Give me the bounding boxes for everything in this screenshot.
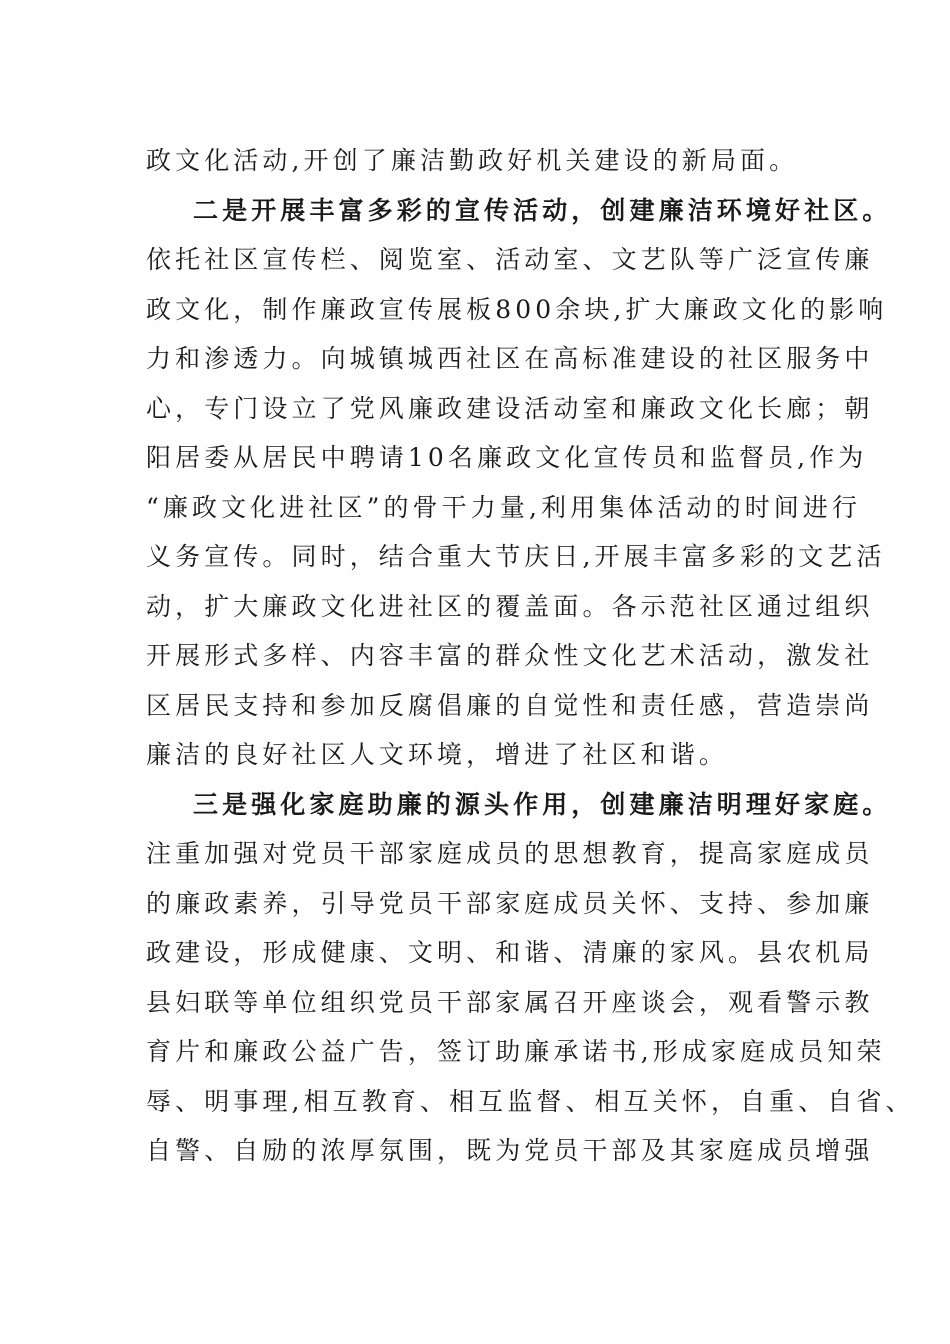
text-line bbox=[146, 631, 874, 681]
line-text: 心，专门设立了党风廉政建设活动室和廉政文化长廊；朝 bbox=[146, 393, 874, 423]
line-text: 廉洁的良好社区人文环境，增进了社区和谐。 bbox=[146, 740, 729, 769]
line-text: 辱、明事理,相互教育、相互监督、相互关怀，自重、自省、 bbox=[146, 1086, 915, 1116]
text-line bbox=[146, 433, 868, 483]
text-line bbox=[146, 532, 886, 582]
text-line bbox=[146, 829, 874, 879]
text-line bbox=[146, 235, 874, 285]
text-line bbox=[146, 136, 846, 186]
line-text: 自警、自励的浓厚氛围，既为党员干部及其家庭成员增强 bbox=[146, 1136, 874, 1165]
line-text: 政文化活动,开创了廉洁勤政好机关建设的新局面。 bbox=[146, 146, 799, 175]
text-line bbox=[146, 1126, 874, 1176]
line-text: 力和渗透力。向城镇城西社区在高标准建设的社区服务中 bbox=[146, 344, 874, 373]
text-line bbox=[146, 978, 874, 1028]
text-line bbox=[146, 483, 862, 533]
line-text: 义务宣传。同时，结合重大节庆日,开展丰富多彩的文艺活 bbox=[146, 542, 886, 571]
document-body bbox=[146, 136, 915, 1176]
line-text: 政建设，形成健康、文明、和谐、清廉的家风。县农机局 bbox=[146, 938, 874, 967]
paragraph-heading: 二是开展丰富多彩的宣传活动，创建廉洁环境好社区。 bbox=[193, 195, 892, 225]
line-text: 注重加强对党员干部家庭成员的思想教育，提高家庭成员 bbox=[146, 839, 874, 868]
line-text: 开展形式多样、内容丰富的群众性文化艺术活动，激发社 bbox=[146, 641, 874, 670]
text-line bbox=[146, 334, 874, 384]
line-text: 阳居委从居民中聘请10名廉政文化宣传员和监督员,作为 bbox=[146, 443, 868, 472]
text-line bbox=[146, 1077, 915, 1127]
line-text: 依托社区宣传栏、阅览室、活动室、文艺队等广泛宣传廉 bbox=[146, 245, 874, 274]
line-text: “廉政文化进社区”的骨干力量,利用集体活动的时间进行 bbox=[146, 492, 862, 522]
line-text: 育片和廉政公益广告，签订助廉承诺书,形成家庭成员知荣 bbox=[146, 1037, 886, 1066]
line-text: 动，扩大廉政文化进社区的覆盖面。各示范社区通过组织 bbox=[146, 591, 874, 621]
text-line bbox=[146, 1027, 886, 1077]
text-line bbox=[146, 780, 892, 830]
text-line bbox=[146, 384, 874, 434]
line-text: 政文化，制作廉政宣传展板800余块,扩大廉政文化的影响 bbox=[146, 294, 888, 324]
text-line bbox=[146, 681, 874, 731]
text-line bbox=[146, 285, 888, 335]
line-text: 县妇联等单位组织党员干部家属召开座谈会，观看警示教 bbox=[146, 987, 874, 1017]
text-line bbox=[146, 730, 846, 780]
text-line bbox=[146, 928, 874, 978]
paragraph-heading: 三是强化家庭助廉的源头作用，创建廉洁明理好家庭。 bbox=[193, 789, 892, 819]
line-text: 的廉政素养，引导党员干部家庭成员关怀、支持、参加廉 bbox=[146, 888, 874, 918]
text-line bbox=[146, 879, 874, 929]
text-line bbox=[146, 582, 874, 632]
line-text: 区居民支持和参加反腐倡廉的自觉性和责任感，营造崇尚 bbox=[146, 690, 874, 720]
text-line bbox=[146, 186, 892, 236]
